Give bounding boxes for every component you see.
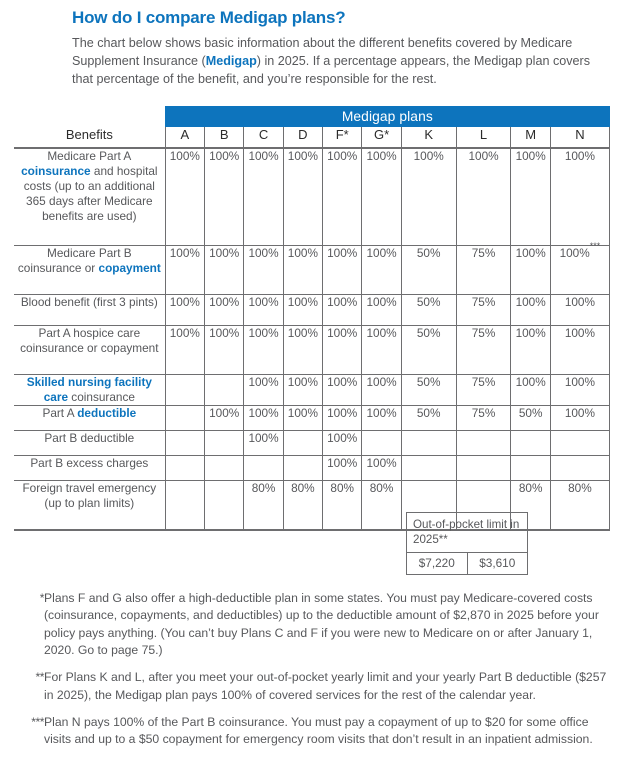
footnote-text: Plan N pays 100% of the Part B coinsurance. You must pay a copayment of up to $20 for some office visits and up to a $50 copayment for emergency room visits that don’t result in an inpatient admission.: [44, 714, 593, 747]
coverage-cell: [165, 481, 204, 531]
coverage-cell: 50%: [401, 295, 456, 326]
coverage-cell: 100%: [205, 406, 244, 431]
benefit-label-cell: [14, 431, 165, 456]
coverage-cell: 80%: [550, 481, 609, 531]
plan-header-m: M: [511, 127, 550, 148]
footnote-marker: ***: [589, 241, 601, 251]
out-of-pocket-value-l: $3,610: [467, 553, 528, 574]
coverage-cell: 100%: [362, 246, 401, 295]
plan-header-l: L: [456, 127, 511, 148]
coverage-cell: 100%: [205, 295, 244, 326]
coverage-cell: 100%: [244, 406, 283, 431]
plan-header-a: A: [165, 127, 204, 148]
coverage-cell: 100%: [323, 431, 362, 456]
plan-header-c: C: [244, 127, 283, 148]
coverage-cell: 100%: [323, 148, 362, 246]
coverage-cell: [511, 431, 550, 456]
coverage-cell: 50%: [401, 246, 456, 295]
coverage-cell: 50%: [401, 375, 456, 406]
coverage-cell: [165, 375, 204, 406]
coverage-cell: 100%: [244, 326, 283, 375]
coverage-cell: [550, 431, 609, 456]
medigap-plans-table: [14, 106, 610, 531]
benefits-column-header: Benefits: [14, 127, 165, 148]
coverage-cell: 100%: [550, 406, 609, 431]
plan-header-n: N: [550, 127, 609, 148]
plan-header-k: K: [401, 127, 456, 148]
coverage-cell: 100%: [283, 375, 322, 406]
coverage-cell: [362, 431, 401, 456]
benefit-label-text: Medicare Part B coinsurance or: [17, 246, 132, 276]
footnote-mark: **: [35, 670, 44, 685]
benefit-label-cell: [14, 326, 165, 375]
benefit-label-text: Foreign travel emergency (up to plan limits): [22, 481, 157, 511]
coverage-cell: 100%: [283, 406, 322, 431]
benefit-term-link[interactable]: deductible: [77, 406, 137, 421]
footnote-mark: *: [39, 591, 44, 605]
intro-text-part1: The chart below shows basic information about the different benefits covered by Medicare Supplement Insurance (: [72, 36, 573, 69]
coverage-cell: 100%: [244, 375, 283, 406]
footnote: [28, 714, 612, 749]
medigap-link[interactable]: Medigap: [205, 54, 257, 69]
coverage-cell: 80%: [323, 481, 362, 531]
benefit-label-text-cont: and hospital costs (up to an additional 365 days after Medicare benefits are used): [23, 164, 158, 224]
coverage-cell: 50%: [401, 326, 456, 375]
coverage-cell: [401, 456, 456, 481]
coverage-cell: 50%: [401, 406, 456, 431]
benefit-label-cell: [14, 375, 165, 406]
coverage-cell: 100%: [283, 246, 322, 295]
coverage-cell: 100%: [205, 148, 244, 246]
footnote-text: Plans F and G also offer a high-deductible plan in some states. You must pay Medicare-covered costs (coinsurance, copayments, and deductibles) up to the deductible amount of $2,870 in 2025 before your policy pays anything. (You can’t buy Plans C and F if you were new to Medicare on or after January 1, 2020. Go to page 75.): [44, 591, 599, 657]
footnotes-section: [28, 590, 612, 759]
coverage-cell: 100%: [511, 375, 550, 406]
table-row: [14, 406, 610, 431]
plan-header-g: G*: [362, 127, 401, 148]
benefit-label-text: Medicare Part A: [47, 149, 132, 163]
plan-header-d: D: [283, 127, 322, 148]
benefit-label-cell: [14, 406, 165, 431]
coverage-cell: [205, 456, 244, 481]
coverage-cell: [283, 431, 322, 456]
coverage-cell: 80%: [362, 481, 401, 531]
benefit-label-cell: [14, 295, 165, 326]
benefit-label-cell: [14, 456, 165, 481]
coverage-cell: 100%: [511, 246, 550, 295]
coverage-cell: 100%: [283, 326, 322, 375]
intro-text-part2: ) in 2025. If a percentage appears, the Medigap plan covers that percentage of the benefit, and you’re responsible for the rest.: [72, 54, 591, 87]
coverage-cell: 100%: [362, 148, 401, 246]
coverage-cell: 100%: [323, 326, 362, 375]
coverage-cell: 75%: [456, 246, 511, 295]
coverage-cell: 80%: [511, 481, 550, 531]
coverage-cell: 100%: [283, 295, 322, 326]
footnote: [28, 590, 612, 659]
table-body: [14, 148, 610, 530]
coverage-cell: 100%: [401, 148, 456, 246]
coverage-cell: 100%: [550, 295, 609, 326]
benefit-label-text-cont: coinsurance: [68, 390, 135, 405]
out-of-pocket-values: [407, 553, 527, 574]
coverage-cell: 100%: [362, 406, 401, 431]
coverage-cell: 100%: [205, 326, 244, 375]
footnote-text: For Plans K and L, after you meet your out-of-pocket yearly limit and your yearly Part B deductible ($257 in 2025), the Medigap plan pays 100% of covered services for the rest of the calendar year.: [44, 670, 607, 702]
coverage-cell: 100%: [323, 246, 362, 295]
band-row: [14, 106, 610, 127]
coverage-cell: 50%: [511, 406, 550, 431]
benefit-label-cell: [14, 481, 165, 531]
table-row: [14, 295, 610, 326]
medigap-plans-band-label: Medigap plans: [165, 106, 609, 127]
benefit-term-link[interactable]: coinsurance: [21, 164, 91, 179]
plan-header-f: F*: [323, 127, 362, 148]
coverage-cell: [205, 431, 244, 456]
coverage-cell: 100%: [244, 148, 283, 246]
coverage-cell: 75%: [456, 375, 511, 406]
table-head: [14, 106, 610, 148]
coverage-cell: 100%: [323, 456, 362, 481]
coverage-cell: 100%: [511, 326, 550, 375]
benefit-label-cell: [14, 246, 165, 295]
coverage-cell: 100%: [323, 375, 362, 406]
coverage-cell: 100%: [165, 295, 204, 326]
benefit-label-text: Part A hospice care coinsurance or copayment: [20, 326, 159, 356]
table-row: [14, 375, 610, 406]
benefit-label-text: Blood benefit (first 3 pints): [20, 295, 158, 309]
table-row: [14, 148, 610, 246]
coverage-cell: [456, 431, 511, 456]
out-of-pocket-limit-box: [406, 512, 528, 575]
coverage-cell: 100%: [283, 148, 322, 246]
coverage-cell: [511, 456, 550, 481]
coverage-cell: 100%: [550, 326, 609, 375]
plan-header-row: [14, 127, 610, 148]
coverage-cell: 100%: [456, 148, 511, 246]
table-row: [14, 326, 610, 375]
out-of-pocket-limit-title: Out-of-pocket limit in 2025**: [407, 513, 527, 553]
coverage-cell: 100%: [362, 456, 401, 481]
coverage-cell: 80%: [244, 481, 283, 531]
coverage-cell: 100%: [165, 148, 204, 246]
coverage-cell: 100%: [511, 295, 550, 326]
coverage-cell: 100%: [323, 406, 362, 431]
coverage-cell: 75%: [456, 295, 511, 326]
coverage-cell: 100%: [550, 375, 609, 406]
benefit-term-link[interactable]: Skilled nursing facility care: [26, 375, 152, 405]
table-row: [14, 246, 610, 295]
benefit-label-text: Part A: [42, 406, 78, 421]
footnote: [28, 669, 612, 704]
coverage-cell: 100%: [362, 295, 401, 326]
coverage-cell: 100%: [362, 326, 401, 375]
coverage-cell: 100%: [362, 375, 401, 406]
coverage-cell: 100%: [511, 148, 550, 246]
intro-section: [72, 8, 612, 89]
coverage-cell: [283, 456, 322, 481]
coverage-cell: 100%: [205, 246, 244, 295]
coverage-cell: 100%: [244, 431, 283, 456]
coverage-cell: 100%: [244, 295, 283, 326]
footnote-mark: ***: [31, 714, 44, 729]
benefit-term-link[interactable]: copayment: [98, 261, 161, 276]
coverage-cell: 100%: [550, 148, 609, 246]
table-row: [14, 431, 610, 456]
coverage-cell: [244, 456, 283, 481]
coverage-cell: [165, 406, 204, 431]
page-title: How do I compare Medigap plans?: [72, 8, 346, 27]
plan-header-b: B: [205, 127, 244, 148]
coverage-cell: [165, 456, 204, 481]
coverage-cell: 80%: [283, 481, 322, 531]
benefit-label-cell: [14, 148, 165, 246]
coverage-cell: [205, 375, 244, 406]
band-spacer: [14, 106, 165, 127]
coverage-cell: 100%***: [550, 246, 609, 295]
intro-paragraph: [72, 35, 612, 89]
medigap-plans-table-wrapper: [14, 106, 610, 531]
coverage-cell: 100%: [165, 246, 204, 295]
coverage-cell: 100%: [323, 295, 362, 326]
coverage-cell: [456, 456, 511, 481]
coverage-cell: [205, 481, 244, 531]
benefit-label-text: Part B excess charges: [30, 456, 149, 471]
table-row: [14, 456, 610, 481]
out-of-pocket-value-k: $7,220: [418, 556, 455, 571]
coverage-cell: 100%: [244, 246, 283, 295]
benefit-label-text: Part B deductible: [44, 431, 135, 446]
coverage-cell: 100%: [165, 326, 204, 375]
coverage-cell: [401, 431, 456, 456]
coverage-cell: 75%: [456, 326, 511, 375]
coverage-cell: [550, 456, 609, 481]
coverage-cell: [165, 431, 204, 456]
coverage-cell: 75%: [456, 406, 511, 431]
